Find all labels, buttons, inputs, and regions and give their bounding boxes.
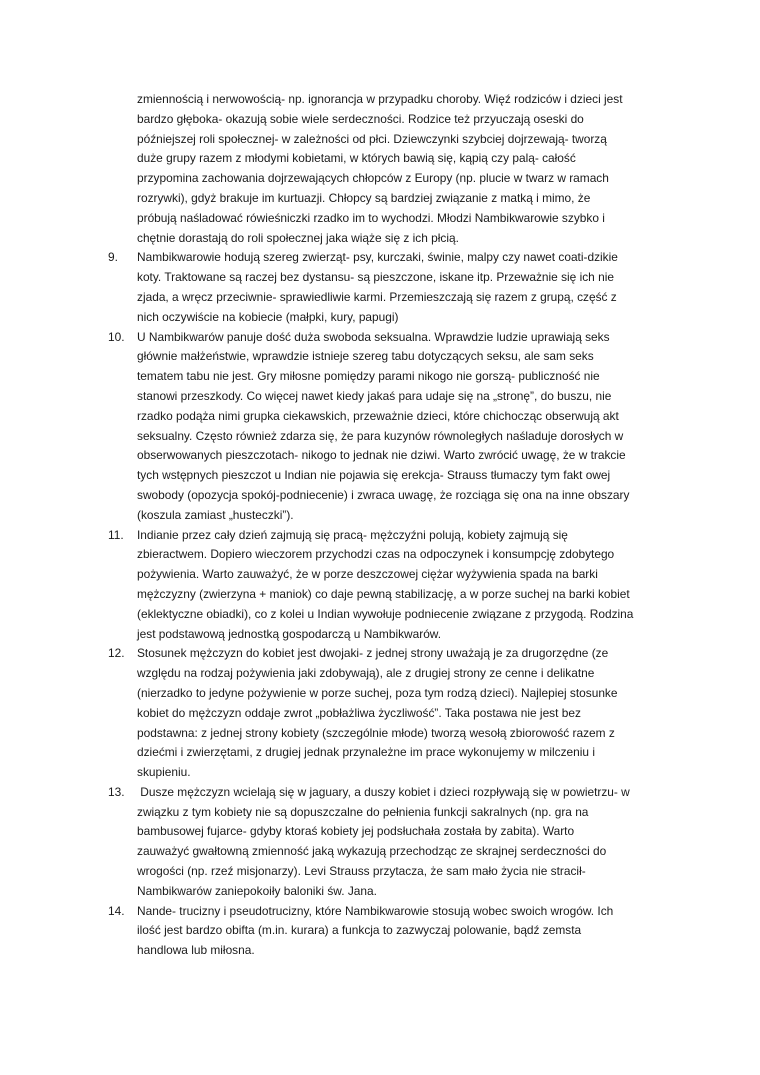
list-item-number: 9.	[108, 250, 118, 265]
list-item-number: 11.	[108, 527, 124, 542]
list-item-number: 13.	[108, 784, 125, 799]
text-line: jest podstawową jednostką gospodarczą u Nambikwarów.	[137, 626, 442, 641]
text-line: rozrywki), gdyż brakuje im kurtuazji. Chłopcy są bardziej związanie z matką i mimo, że	[137, 190, 591, 205]
text-line: (eklektyczne obiadki), co z kolei u Indian wywołuje podniecenie związane z przygodą. Rodzina	[137, 606, 634, 621]
text-line: kobiet do mężczyzn oddaje zwrot „pobłażliwa życzliwość”. Taka postawa nie jest bez	[137, 705, 581, 720]
text-line: związku z tym kobiety nie są dopuszczalne do pełnienia funkcji sakralnych (np. gra na	[137, 804, 589, 819]
list-item-number: 14.	[108, 903, 125, 918]
text-line: mężczyzny (zwierzyna + maniok) co daje pewną stabilizację, a w porze suchej na barki kobiet	[137, 586, 630, 601]
text-line: Indianie przez cały dzień zajmują się pracą- mężczyźni polują, kobiety zajmują się	[137, 527, 568, 542]
text-line: koty. Traktowane są raczej bez dystansu- są pieszczone, iskane itp. Przeważnie się ich nie	[137, 270, 614, 285]
list-item	[0, 644, 760, 783]
text-line: Nambikwarów zaniepokoiły baloniki św. Jana.	[137, 883, 377, 898]
list-item	[0, 526, 760, 645]
text-line: zauważyć gwałtowną zmienność jaką wykazują przechodząc ze skrajnej serdeczności do	[137, 844, 607, 859]
text-line: nich oczywiście na kobiecie (małpki, kury, papugi)	[137, 309, 399, 324]
list-item	[0, 783, 760, 902]
text-line: swobody (opozycja spokój-podniecenie) i zwraca uwagę, że rozciąga się ona na inne obszary	[137, 487, 630, 502]
text-line: skupieniu.	[137, 765, 191, 780]
text-line: ilość jest bardzo obifta (m.in. kurara) a funkcja to zazwyczaj polowanie, bądź zemsta	[137, 923, 582, 938]
text-line: duże grupy razem z młodymi kobietami, w których bawią się, kąpią czy palą- całość	[137, 151, 576, 166]
list-item-number: 12.	[108, 646, 125, 661]
text-line: stanowi przeszkody. Co więcej nawet kiedy jakaś para udaje się na „stronę”, do buszu, nie	[137, 388, 612, 403]
list-item	[0, 902, 760, 961]
text-line: zmiennością i nerwowością- np. ignorancja w przypadku choroby. Więź rodziców i dzieci jest	[137, 92, 623, 106]
text-line: podstawna: z jednej strony kobiety (szczególnie młode) tworzą wesołą zbiorowość razem z	[137, 725, 615, 740]
text-line: przypomina zachowania dojrzewających chłopców z Europy (np. plucie w twarz w ramach	[137, 171, 609, 186]
text-line: rzadko podąża nimi grupka ciekawskich, przeważnie dzieci, które chichocząc obserwują akt	[137, 408, 619, 423]
text-line: bardzo głęboka- okazują sobie wiele serdeczności. Rodzice też przyuczają oseski do	[137, 111, 584, 126]
text-line: głównie małżeństwie, wprawdzie istnieje szereg tabu dotyczących seksu, ale sam seks	[137, 349, 594, 364]
text-line: względu na rodzaj pożywienia jaki zdobywają), ale z drugiej strony ze cenne i delikatne	[137, 666, 595, 681]
text-line: dziećmi i zwierzętami, z drugiej jednak przynależne im prace wykonujemy w milczeniu i	[137, 745, 595, 760]
text-line: bambusowej fujarce- gdyby ktoraś kobiety jej podsłuchała została by zabita). Warto	[137, 824, 575, 839]
text-line: Nande- trucizny i pseudotrucizny, które Nambikwarowie stosują wobec swoich wrogów. Ich	[137, 903, 614, 918]
list-item	[0, 328, 760, 526]
intro-paragraph	[0, 90, 760, 248]
text-line: obserwowanych pieszczotach- nikogo to jednak nie dziwi. Warto zwrócić uwagę, że w trakcie	[137, 448, 626, 463]
text-line: (nierzadko to jedyne pożywienie w porze suchej, poza tym rodzą dzieci). Najlepiej stosunke	[137, 685, 618, 700]
text-line: chętnie dorastają do roli społecznej jaka wiąże się z ich płcią.	[137, 230, 459, 245]
text-line: próbują naśladować rówieśniczki rzadko im to wychodzi. Młodzi Nambikwarowie szybko i	[137, 210, 605, 225]
text-line: pożywienia. Warto zauważyć, że w porze deszczowej ciężar wyżywienia spada na barki	[137, 567, 598, 582]
list-item	[0, 248, 760, 327]
text-line: U Nambikwarów panuje dość duża swoboda seksualna. Wprawdzie ludzie uprawiają seks	[137, 329, 610, 344]
text-line: seksualny. Często również zdarza się, że para kuzynów równoległych naśladuje dorosłych w	[137, 428, 624, 443]
text-line: Nambikwarowie hodują szereg zwierząt- psy, kurczaki, świnie, malpy czy nawet coati-dzikie	[137, 250, 618, 265]
text-line: zjada, a wręcz przeciwnie- sprawiedliwie karmi. Przemieszczają się razem z grupą, część z	[137, 289, 617, 304]
text-line: handlowa lub miłosna.	[137, 943, 255, 958]
text-line: Dusze mężczyzn wcielają się w jaguary, a duszy kobiet i dzieci rozpływają się w powietrzu- w	[137, 784, 630, 799]
text-line: zbieractwem. Dopiero wieczorem przychodzi czas na odpoczynek i konsumpcję zdobytego	[137, 547, 615, 562]
document-page	[0, 90, 760, 961]
text-line: późniejszej roli społecznej- w zależności od płci. Dziewczynki szybciej dojrzewają- tworzą	[137, 131, 607, 146]
text-line: Stosunek mężczyzn do kobiet jest dwojaki- z jednej strony uważają je za drugorzędne (ze	[137, 646, 609, 661]
text-line: tych wstępnych pieszczot u Indian nie pojawia się erekcja- Strauss tłumaczy tym fakt owej	[137, 468, 611, 483]
text-line: (koszula zamiast „husteczki”).	[137, 507, 294, 522]
text-line: tematem tabu nie jest. Gry miłosne pomiędzy parami nikogo nie gorszą- publiczność nie	[137, 369, 600, 384]
list-item-number: 10.	[108, 329, 125, 344]
text-line: wrogości (np. rzeź misjonarzy). Levi Strauss przytacza, że sam mało życia nie stracił-	[137, 864, 586, 879]
